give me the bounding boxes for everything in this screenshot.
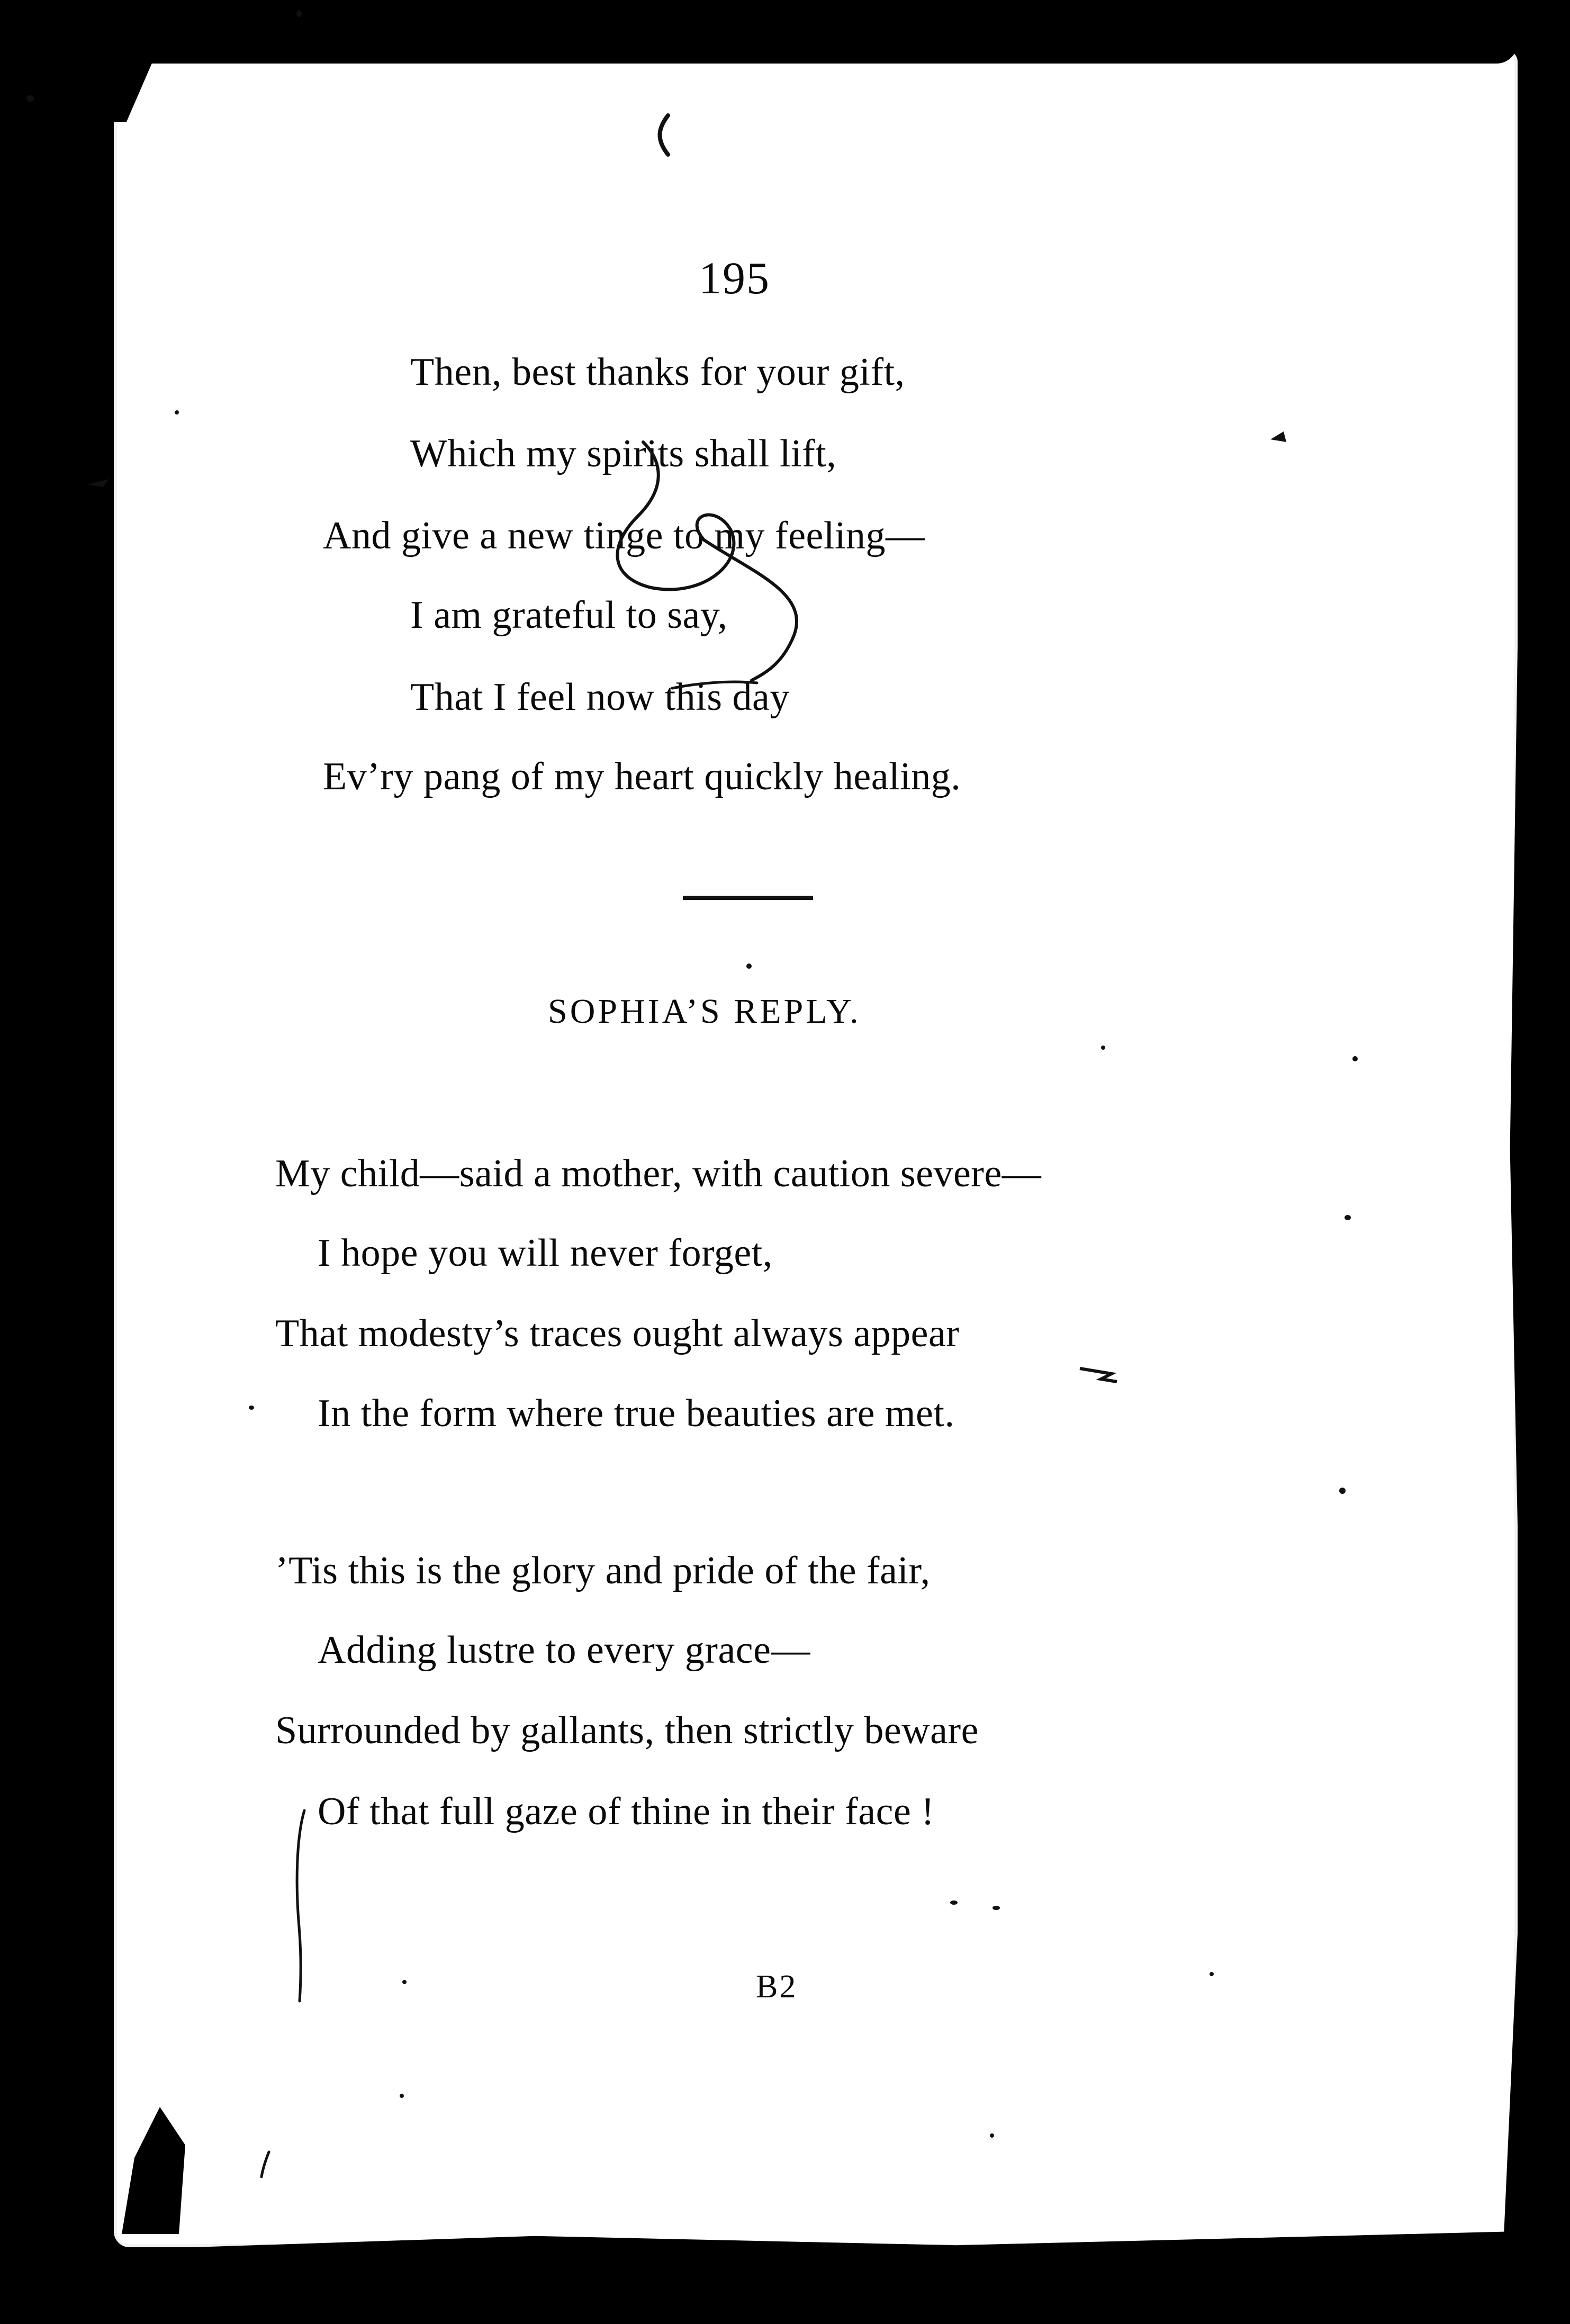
scan-speck — [992, 1906, 1000, 1910]
previous-poem-line-2: Which my spirits shall lift, — [410, 432, 837, 475]
previous-poem-line-4: I am grateful to say, — [410, 593, 728, 637]
poem-title: SOPHIA’S REPLY. — [548, 992, 861, 1031]
scan-speck — [950, 1900, 958, 1905]
stanza-2-line-1: ’Tis this is the glory and pride of the fair, — [275, 1549, 931, 1592]
scan-speck — [1345, 1215, 1351, 1220]
stanza-2-line-4: Of that full gaze of thine in their face ! — [318, 1790, 935, 1833]
previous-poem-line-6: Ev’ry pang of my heart quickly healing. — [323, 755, 961, 798]
scan-edge-top — [114, 32, 1518, 64]
section-divider-rule — [683, 896, 813, 900]
stanza-2-line-2: Adding lustre to every grace— — [318, 1628, 810, 1672]
signature-mark: B2 — [756, 1969, 798, 2005]
stanza-1-line-1: My child—said a mother, with caution severe— — [275, 1152, 1042, 1195]
scan-speck — [746, 963, 752, 969]
stanza-1-line-3: That modesty’s traces ought always appear — [275, 1312, 960, 1355]
scan-speck — [1101, 1046, 1105, 1050]
previous-poem-line-5: That I feel now this day — [410, 675, 790, 719]
stanza-1-line-4: In the form where true beauties are met. — [318, 1392, 955, 1435]
scan-speck — [1339, 1488, 1346, 1494]
scan-edge-bottom — [114, 2231, 1518, 2324]
scan-speck — [1210, 1972, 1214, 1976]
scan-speck — [990, 2133, 994, 2138]
previous-poem-line-3: And give a new tinge to my feeling— — [323, 514, 925, 557]
page-number: 195 — [699, 253, 770, 303]
scan-speck — [400, 2094, 404, 2098]
scan-speck — [249, 1406, 254, 1410]
previous-poem-line-1: Then, best thanks for your gift, — [410, 350, 905, 394]
margin-pen-mark-left — [87, 479, 109, 487]
scan-speck — [175, 410, 179, 415]
scan-speck — [1352, 1056, 1358, 1061]
stanza-1-line-2: I hope you will never forget, — [318, 1231, 773, 1275]
scan-speck — [296, 11, 302, 17]
stanza-2-line-3: Surrounded by gallants, then strictly beware — [275, 1709, 979, 1752]
scan-speck — [26, 95, 34, 102]
scan-speck — [402, 1980, 407, 1984]
